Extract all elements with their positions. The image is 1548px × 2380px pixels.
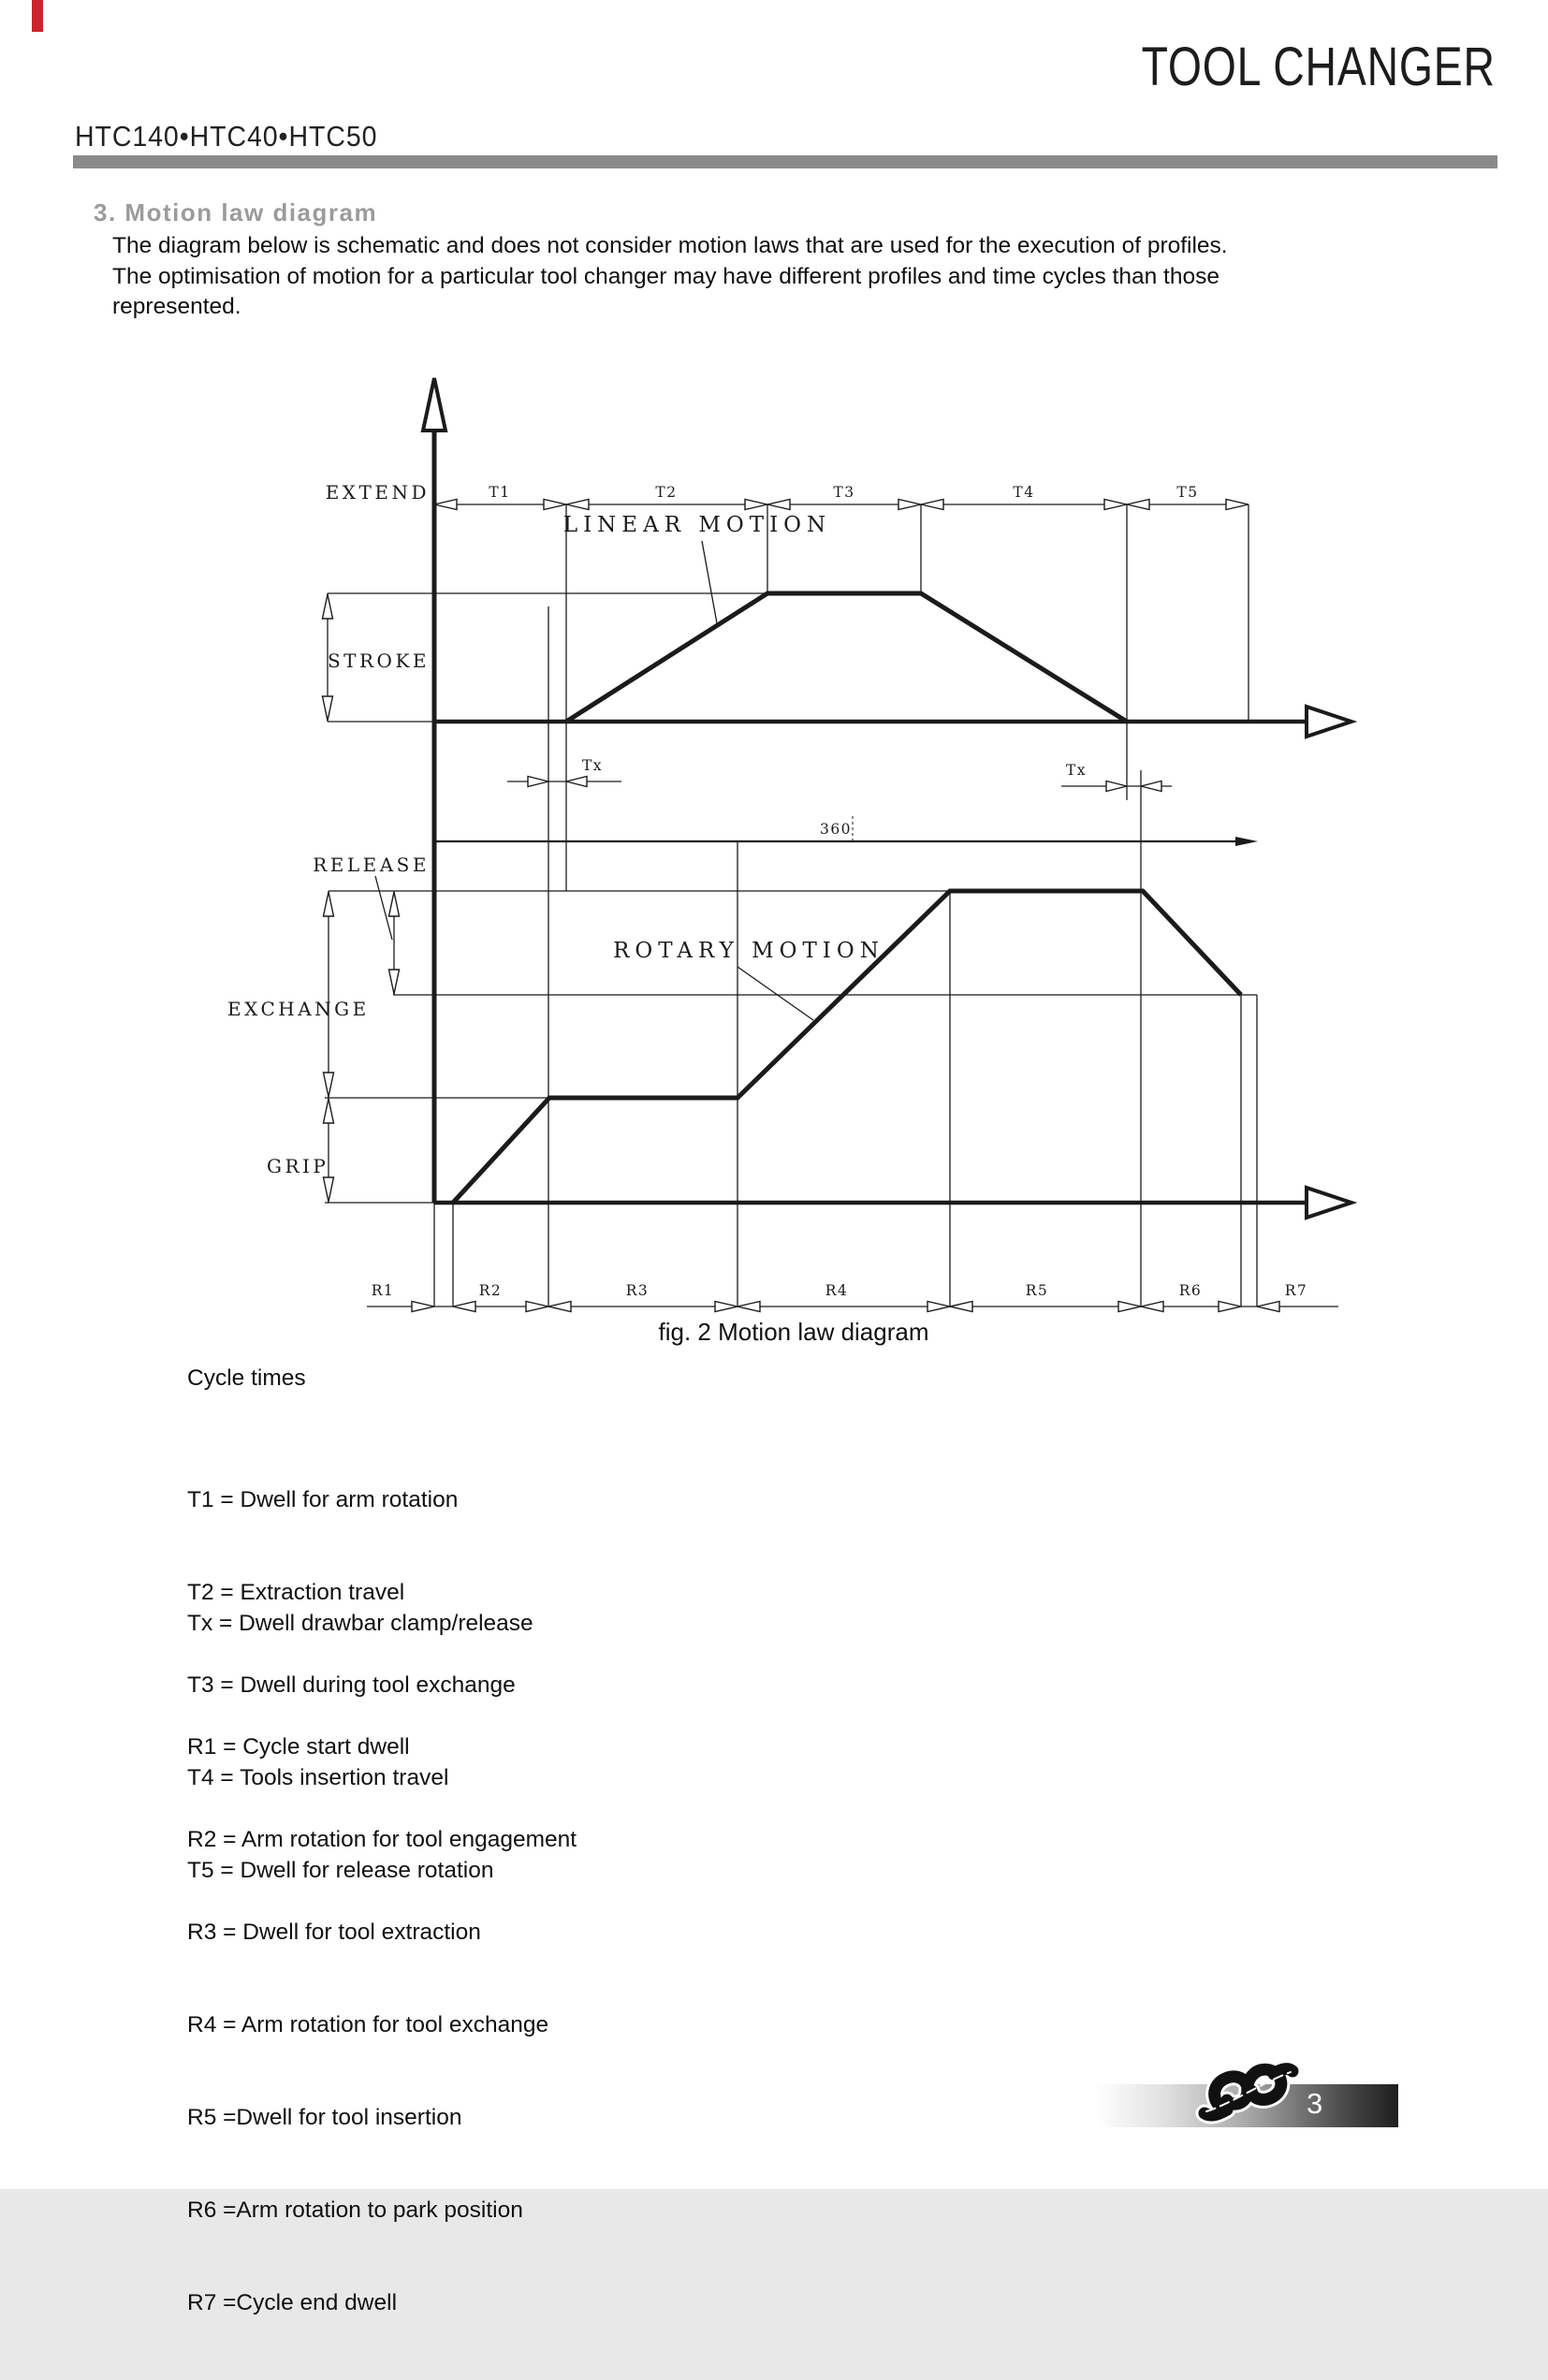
r7-label: R7	[1284, 1282, 1308, 1299]
r1-label: R1	[371, 1282, 395, 1299]
model-names: HTC140•HTC40•HTC50	[75, 120, 378, 153]
r5-label: R5	[1025, 1282, 1049, 1299]
axis-right-arrow-icon	[1307, 1188, 1351, 1218]
tx-left-label: Tx	[581, 757, 604, 774]
release-label: RELEASE	[313, 854, 430, 876]
t4-label: T4	[1013, 484, 1035, 501]
paragraph-line: The optimisation of motion for a particular tool changer may have different profiles and time cycles than those	[112, 263, 1219, 289]
list-item: T4 = Tools insertion travel	[187, 1765, 449, 1790]
r-cycle-list	[187, 1670, 577, 2380]
linear-motion-leader	[702, 541, 717, 623]
list-item: T5 = Dwell for release rotation	[187, 1858, 494, 1883]
axis-up-arrow-icon	[423, 378, 445, 431]
linear-baseline-axis	[434, 707, 1351, 737]
r2-label: R2	[478, 1282, 503, 1299]
list-item: R4 = Arm rotation for tool exchange	[187, 2012, 549, 2037]
r3-label: R3	[625, 1282, 650, 1299]
r6-label: R6	[1178, 1282, 1203, 1299]
t2-label: T2	[655, 484, 678, 501]
stroke-label: STROKE	[327, 650, 430, 672]
list-item: R3 = Dwell for tool extraction	[187, 1920, 481, 1945]
r-dimension-row	[367, 1282, 1338, 1312]
grip-label: GRIP	[267, 1155, 329, 1177]
list-item: R5 =Dwell for tool insertion	[187, 2105, 462, 2130]
rotary-motion-leader	[737, 967, 813, 1020]
tx-right-label: Tx	[1065, 762, 1088, 779]
tx-right-dimension	[1061, 762, 1172, 1307]
tx-item: Tx = Dwell drawbar clamp/release	[187, 1611, 533, 1636]
rotary-baseline-axis	[434, 1188, 1351, 1218]
paragraph-line: represented.	[112, 294, 241, 319]
list-item: R6 =Arm rotation to park position	[187, 2197, 523, 2223]
section-heading: 3. Motion law diagram	[94, 198, 378, 226]
rotary-motion-plot	[227, 841, 1257, 1307]
exchange-label: EXCHANGE	[227, 998, 370, 1020]
brand-knot-logo-icon	[1199, 2055, 1296, 2130]
list-item: R1 = Cycle start dwell	[187, 1734, 410, 1759]
deg360-label: 360	[819, 821, 853, 838]
t1-label: T1	[489, 484, 511, 501]
linear-motion-label: LINEAR MOTION	[562, 513, 832, 537]
deg360-line	[434, 816, 1258, 846]
list-item: R7 =Cycle end dwell	[187, 2290, 398, 2315]
release-leader	[375, 876, 392, 940]
legend-heading: Cycle times	[187, 1365, 306, 1391]
r4-label: R4	[825, 1282, 849, 1299]
list-item: R2 = Arm rotation for tool engagement	[187, 1827, 577, 1852]
list-item: T1 = Dwell for arm rotation	[187, 1487, 459, 1512]
t5-label: T5	[1176, 484, 1199, 501]
rotary-motion-label: ROTARY MOTION	[613, 939, 884, 963]
list-item: T2 = Extraction travel	[187, 1580, 405, 1605]
page-title: TOOL CHANGER	[1141, 37, 1496, 97]
axis-right-arrow-icon	[1307, 707, 1351, 737]
figure-caption: fig. 2 Motion law diagram	[658, 1318, 929, 1346]
t3-label: T3	[833, 484, 855, 501]
extend-label: EXTEND	[325, 481, 430, 504]
page-number: 3	[1307, 2087, 1323, 2120]
paragraph-line: The diagram below is schematic and does not consider motion laws that are used for the execution of profiles.	[112, 233, 1228, 258]
linear-motion-plot	[323, 481, 1128, 722]
list-item: T3 = Dwell during tool exchange	[187, 1672, 516, 1698]
